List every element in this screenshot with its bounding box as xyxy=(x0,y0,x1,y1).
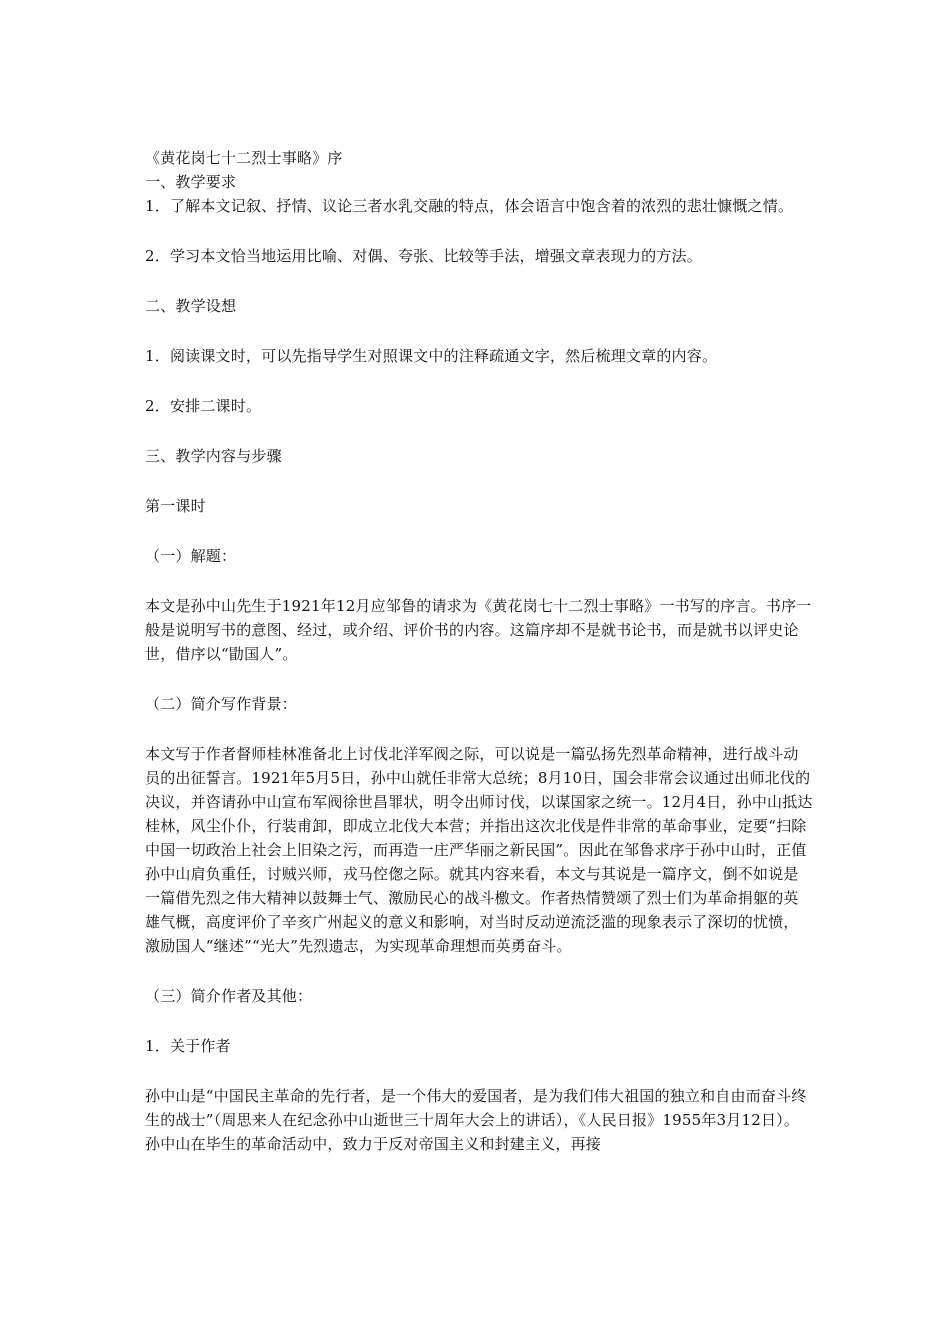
paragraph: 2．学习本文恰当地运用比喻、对偶、夸张、比较等手法，增强文章表现力的方法。 xyxy=(145,247,702,265)
section-heading-3: 三、教学内容与步骤 xyxy=(145,447,282,465)
subsection-heading: （三）简介作者及其他： xyxy=(145,987,313,1005)
subsection-heading: （二）简介写作背景： xyxy=(145,695,298,713)
paragraph: 孙中山是“中国民主革命的先行者，是一个伟大的爱国者，是为我们伟大祖国的独立和自由而奋斗终生的战士”（周思来人在纪念孙中山逝世三十周年大会上的讲话），《人民日报》1955年3月12日）。孙中山在毕生的革命活动中，致力于反对帝国主义和封建主义，再接 xyxy=(145,1087,807,1153)
paragraph: 2．安排二课时。 xyxy=(145,397,262,415)
section-heading-1: 一、教学要求 xyxy=(145,173,237,191)
paragraph: 1．阅读课文时，可以先指导学生对照课文中的注释疏通文字，然后梳理文章的内容。 xyxy=(145,347,718,365)
section-heading-2: 二、教学设想 xyxy=(145,297,237,315)
document-body xyxy=(145,146,813,1156)
paragraph: 本文是孙中山先生于1921年12月应邹鲁的请求为《黄花岗七十二烈士事略》一书写的序言。书序一般是说明写书的意图、经过，或介绍、评价书的内容。这篇序却不是就书论书，而是就书以评史论世，借序以“勖国人”。 xyxy=(145,597,812,663)
paragraph: 1．了解本文记叙、抒情、议论三者水乳交融的特点，体会语言中饱含着的浓烈的悲壮慷慨之情。 xyxy=(145,197,794,215)
subsection-heading: （一）解题： xyxy=(145,547,237,565)
paragraph: 本文写于作者督师桂林准备北上讨伐北洋军阀之际，可以说是一篇弘扬先烈革命精神，进行战斗动员的出征誓言。1921年5月5日，孙中山就任非常大总统；8月10日，国会非常会议通过出师北伐的决议，并咨请孙中山宣布军阀徐世昌罪状，明令出师讨伐，以谋国家之统一。12月4日，孙中山抵达桂林，风尘仆仆，行装甫卸，即成立北伐大本营；并指出这次北伐是件非常的革命事业，定要“扫除中国一切政治上社会上旧染之污，而再造一庄严华丽之新民国”。因此在邹鲁求序于孙中山时，正值孙中山肩负重任，讨贼兴师，戎马倥偬之际。就其内容来看，本文与其说是一篇序文，倒不如说是一篇借先烈之伟大精神以鼓舞士气、激励民心的战斗檄文。作者热情赞颂了烈士们为革命捐躯的英雄气概，高度评价了辛亥广州起义的意义和影响，对当时反动逆流泛滥的现象表示了深切的忧愤，激励国人“继述”“光大”先烈遗志，为实现革命理想而英勇奋斗。 xyxy=(145,745,813,955)
document-title: 《黄花岗七十二烈士事略》序 xyxy=(145,149,343,167)
paragraph: 1．关于作者 xyxy=(145,1037,231,1055)
lesson-heading: 第一课时 xyxy=(145,497,206,515)
